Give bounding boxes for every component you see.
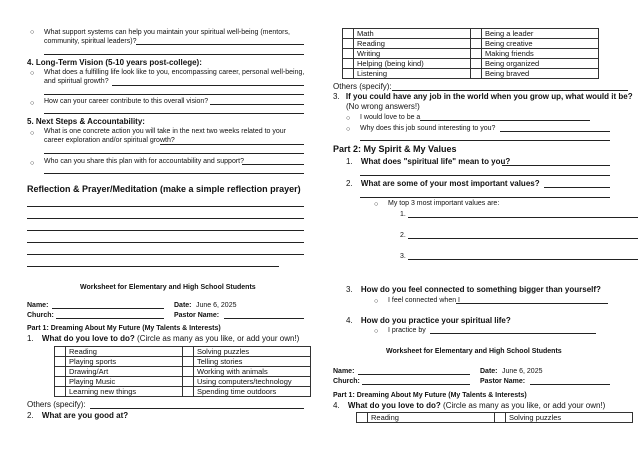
q4-number: 4.: [333, 401, 340, 410]
p2q3: [346, 285, 601, 295]
value-3-field[interactable]: [408, 259, 638, 260]
checkbox-cell[interactable]: [183, 357, 194, 367]
value-3-number: 3.: [400, 253, 406, 260]
pastor-label: Pastor Name:: [174, 312, 220, 319]
bullet-icon: ○: [30, 100, 35, 107]
share-question: Who can you share this plan with for accountability and support?: [44, 158, 245, 165]
share-answer-line-2[interactable]: [44, 173, 304, 174]
checkbox-cell[interactable]: [343, 59, 354, 69]
job-why-field-2[interactable]: [360, 140, 610, 141]
p2q4-number: 4.: [346, 316, 353, 325]
value-1-field[interactable]: [408, 217, 638, 218]
part2-heading: Part 2: My Spirit & My Values: [333, 144, 457, 154]
skills-body: [343, 29, 599, 79]
option-cell[interactable]: Being organized: [482, 59, 599, 69]
value-2-field[interactable]: [408, 238, 638, 239]
checkbox-cell[interactable]: [183, 387, 194, 397]
checkbox-cell[interactable]: [343, 69, 354, 79]
p2q1-number: 1.: [346, 157, 353, 166]
action-answer-line-2[interactable]: [44, 153, 304, 154]
part1-heading: Part 1: Dreaming About My Future (My Talents & Interests): [27, 325, 221, 332]
option-cell[interactable]: Playing Music: [66, 377, 183, 387]
table-row: [357, 413, 633, 423]
checkbox-cell[interactable]: [183, 367, 194, 377]
others-label: Others (specify):: [333, 82, 392, 91]
support-question: What support systems can help you maintain your spiritual well-being (mentors, community, spiritual leaders)?: [44, 29, 290, 45]
checkbox-cell[interactable]: [471, 29, 482, 39]
option-cell[interactable]: Playing sports: [66, 357, 183, 367]
option-cell[interactable]: Spending time outdoors: [194, 387, 311, 397]
name-field[interactable]: [358, 374, 470, 375]
option-cell[interactable]: Using computers/technology: [194, 377, 311, 387]
p2q4: [346, 316, 511, 326]
practice-prompt: I practice by: [388, 327, 426, 334]
checkbox-cell[interactable]: [343, 29, 354, 39]
checkbox-cell[interactable]: [55, 357, 66, 367]
bullet-icon: ○: [374, 201, 379, 208]
church-field[interactable]: [56, 318, 164, 319]
pastor-field[interactable]: [530, 384, 610, 385]
activities-table: [356, 412, 633, 423]
option-cell[interactable]: Solving puzzles: [506, 413, 633, 423]
values-prompt: My top 3 most important values are:: [388, 200, 500, 207]
option-cell[interactable]: Helping (being kind): [354, 59, 471, 69]
career-question: How can your career contribute to this overall vision?: [44, 98, 209, 105]
date-label: Date:: [174, 302, 192, 309]
option-cell[interactable]: Listening: [354, 69, 471, 79]
option-cell[interactable]: Reading: [66, 347, 183, 357]
option-cell[interactable]: Writing: [354, 49, 471, 59]
p2q1: [346, 157, 510, 167]
name-label: Name:: [27, 302, 49, 309]
option-cell[interactable]: Solving puzzles: [194, 347, 311, 357]
reflection-line-1[interactable]: [27, 206, 304, 207]
connected-prompt: I feel connected when I: [388, 297, 460, 304]
option-cell[interactable]: Being a leader: [482, 29, 599, 39]
q1: [27, 334, 299, 344]
career-answer-line[interactable]: [210, 104, 304, 105]
checkbox-cell[interactable]: [495, 413, 506, 423]
table-row: [55, 357, 311, 367]
table-row: [55, 347, 311, 357]
q3-note: (No wrong answers!): [346, 102, 420, 111]
q2-number: 2.: [27, 411, 34, 420]
q1-instructions: (Circle as many as you like, or add your own!): [137, 334, 300, 343]
checkbox-cell[interactable]: [471, 49, 482, 59]
table-row: [343, 59, 599, 69]
action-question: What is one concrete action you will take in the next two weeks related to your career exploration and/or spiritual growth?: [44, 128, 287, 144]
share-answer-line[interactable]: [242, 164, 304, 165]
reflection-heading: Reflection & Prayer/Meditation (make a simple reflection prayer): [27, 184, 301, 194]
p2q1-field-2[interactable]: [360, 175, 610, 176]
q1-text: What do you love to do?: [41, 334, 135, 343]
p2q2-field-2[interactable]: [360, 197, 610, 198]
support-answer-line-2[interactable]: [44, 54, 304, 55]
bullet-icon: ○: [30, 70, 35, 77]
bullet-icon: ○: [30, 130, 35, 137]
reflection-line-5[interactable]: [27, 254, 304, 255]
table-row: [343, 29, 599, 39]
table-row: [343, 49, 599, 59]
option-cell[interactable]: Being creative: [482, 39, 599, 49]
option-cell[interactable]: Math: [354, 29, 471, 39]
option-cell[interactable]: Being braved: [482, 69, 599, 79]
table-row: [343, 39, 599, 49]
job-prompt: I would love to be a: [360, 114, 421, 121]
option-cell[interactable]: Making friends: [482, 49, 599, 59]
checkbox-cell[interactable]: [343, 39, 354, 49]
bullet-icon: ○: [346, 115, 351, 122]
others-field[interactable]: [90, 408, 304, 409]
checkbox-cell[interactable]: [471, 59, 482, 69]
fulfilling-answer-line[interactable]: [112, 85, 304, 86]
table-row: [55, 377, 311, 387]
worksheet-title: Worksheet for Elementary and High School Students: [80, 284, 256, 291]
reflection-line-6[interactable]: [27, 266, 279, 267]
practice-field[interactable]: [430, 333, 596, 334]
table-row: [55, 387, 311, 397]
bullet-icon: ○: [30, 160, 35, 167]
job-why: Why does this job sound interesting to you?: [360, 125, 496, 132]
p2q2-text: What are some of your most important values?: [360, 179, 540, 188]
checkbox-cell[interactable]: [55, 347, 66, 357]
checkbox-cell[interactable]: [471, 39, 482, 49]
job-why-field[interactable]: [500, 131, 610, 132]
church-field[interactable]: [362, 384, 470, 385]
table-row: [343, 69, 599, 79]
reflection-line-2[interactable]: [27, 218, 304, 219]
bullet-icon: ○: [374, 298, 379, 305]
activities-body: [357, 413, 633, 423]
p2q1-field[interactable]: [502, 165, 610, 166]
p2q2: [346, 179, 540, 189]
date-value: June 6, 2025: [196, 302, 237, 309]
date-label: Date:: [480, 368, 498, 375]
long-term-heading: 4. Long-Term Vision (5-10 years post-college):: [27, 58, 202, 67]
value-2-number: 2.: [400, 232, 406, 239]
bullet-icon: ○: [374, 328, 379, 335]
name-field[interactable]: [52, 308, 164, 309]
p2q1-text: What does "spiritual life" mean to you?: [360, 157, 511, 166]
part1-heading: Part 1: Dreaming About My Future (My Talents & Interests): [333, 392, 527, 399]
action-answer-line[interactable]: [160, 144, 304, 145]
q3-text: If you could have any job in the world when you grow up, what would it be?: [345, 92, 633, 101]
checkbox-cell[interactable]: [183, 377, 194, 387]
fulfilling-answer-line-2[interactable]: [44, 94, 304, 95]
reflection-line-4[interactable]: [27, 242, 304, 243]
p2q2-number: 2.: [346, 179, 353, 188]
checkbox-cell[interactable]: [343, 49, 354, 59]
support-answer-line[interactable]: [136, 44, 304, 45]
church-label: Church:: [333, 378, 360, 385]
p2q4-text: How do you practice your spiritual life?: [360, 316, 511, 325]
q2-text: What are you good at?: [41, 411, 129, 420]
q4: [333, 401, 605, 411]
option-cell[interactable]: Telling stories: [194, 357, 311, 367]
checkbox-cell[interactable]: [357, 413, 368, 423]
reflection-line-3[interactable]: [27, 230, 304, 231]
value-1-number: 1.: [400, 211, 406, 218]
activities-table: [54, 346, 311, 397]
q1-number: 1.: [27, 334, 34, 343]
activities-body: [55, 347, 311, 397]
checkbox-cell[interactable]: [55, 387, 66, 397]
others-label: Others (specify):: [27, 400, 86, 409]
fulfilling-question: What does a fulfilling life look like to you, encompassing career, personal well-being, and spiritual growth?: [44, 69, 305, 85]
next-steps-heading: 5. Next Steps & Accountability:: [27, 117, 145, 126]
q2: [27, 411, 128, 421]
name-label: Name:: [333, 368, 355, 375]
checkbox-cell[interactable]: [55, 377, 66, 387]
checkbox-cell[interactable]: [471, 69, 482, 79]
q3: [333, 92, 633, 102]
q3-number: 3.: [333, 92, 340, 101]
church-label: Church:: [27, 312, 54, 319]
option-cell[interactable]: Working with animals: [194, 367, 311, 377]
others-field[interactable]: [392, 90, 628, 91]
option-cell[interactable]: Reading: [354, 39, 471, 49]
bullet-icon: ○: [30, 29, 35, 36]
option-cell[interactable]: Drawing/Art: [66, 367, 183, 377]
worksheet-title: Worksheet for Elementary and High School Students: [386, 348, 562, 355]
p2q3-text: How do you feel connected to something bigger than yourself?: [360, 285, 601, 294]
p2q2-field[interactable]: [544, 187, 610, 188]
skills-table: [342, 28, 599, 79]
job-field[interactable]: [420, 120, 590, 121]
p2q3-number: 3.: [346, 285, 353, 294]
q4-instructions: (Circle as many as you like, or add your own!): [443, 401, 606, 410]
connected-field[interactable]: [456, 303, 608, 304]
bullet-icon: ○: [346, 126, 351, 133]
pastor-field[interactable]: [224, 318, 304, 319]
checkbox-cell[interactable]: [183, 347, 194, 357]
pastor-label: Pastor Name:: [480, 378, 526, 385]
q4-text: What do you love to do?: [347, 401, 441, 410]
table-row: [55, 367, 311, 377]
date-value: June 6, 2025: [502, 368, 543, 375]
option-cell[interactable]: Learning new things: [66, 387, 183, 397]
checkbox-cell[interactable]: [55, 367, 66, 377]
option-cell[interactable]: Reading: [368, 413, 495, 423]
career-answer-line-2[interactable]: [44, 113, 304, 114]
